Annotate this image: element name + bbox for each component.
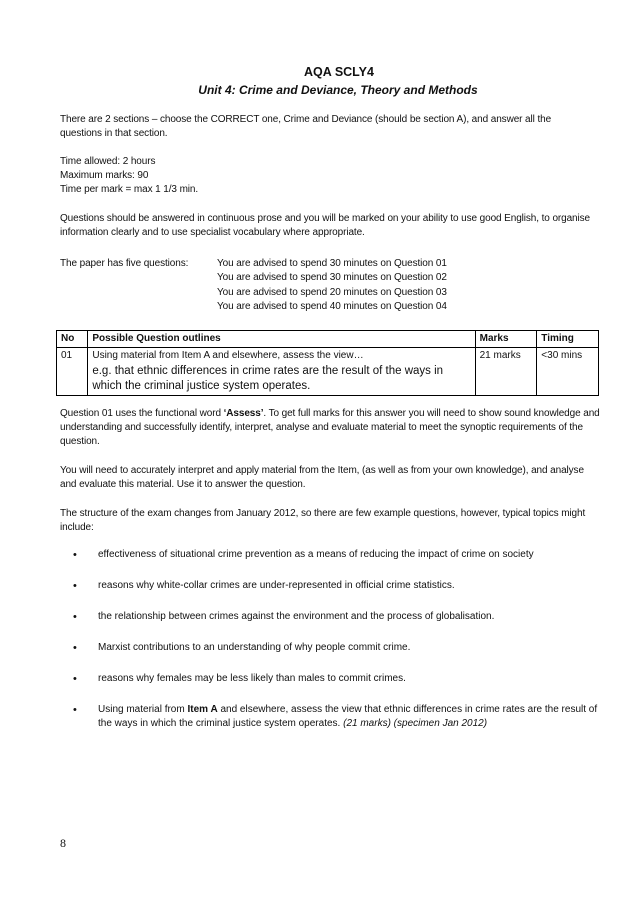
assess-text-post: . To get full marks for this answer you will need to show sound knowledge and understanding and successfully identify, interpret, analyse and evaluate material to meet the synoptic requirements of the question. (60, 408, 600, 447)
bullet-icon: • (73, 611, 77, 623)
cell-timing: <30 mins (537, 348, 599, 396)
list-item (60, 579, 600, 593)
advice-line: You are advised to spend 20 minutes on Question 03 (217, 287, 447, 298)
header-marks: Marks (475, 331, 537, 348)
assess-keyword: ‘Assess’ (223, 408, 264, 419)
advice-line: You are advised to spend 40 minutes on Question 04 (217, 301, 447, 312)
header-outline: Possible Question outlines (88, 331, 475, 348)
paper-questions-label: The paper has five questions: (60, 258, 189, 269)
assess-text-pre: Question 01 uses the functional word (60, 408, 224, 419)
table-header-row (57, 331, 599, 348)
time-per-mark: Time per mark = max 1 1/3 min. (60, 184, 199, 195)
time-allowed: Time allowed: 2 hours (60, 156, 156, 167)
maximum-marks: Maximum marks: 90 (60, 170, 149, 181)
cell-no: 01 (57, 348, 88, 396)
topic-text: reasons why white-collar crimes are under-represented in official crime statistics. (98, 580, 455, 591)
list-item (60, 641, 600, 655)
advice-line: You are advised to spend 30 minutes on Question 01 (217, 258, 447, 269)
page-title: AQA SCLY4 (304, 65, 374, 79)
bullet-icon: • (73, 673, 77, 685)
apply-paragraph: You will need to accurately interpret and apply material from the Item, (as well as from your own knowledge), and analyse and evaluate this material. Use it to answer the question. (60, 465, 584, 490)
list-item (60, 672, 600, 686)
header-no: No (57, 331, 88, 348)
bullet-icon: • (73, 704, 77, 716)
page-subtitle: Unit 4: Crime and Deviance, Theory and Methods (198, 83, 478, 97)
topic-text: the relationship between crimes against the environment and the process of globalisation. (98, 611, 495, 622)
marks-reference: (21 marks) (specimen Jan 2012) (343, 718, 488, 729)
list-item (60, 610, 600, 624)
header-timing: Timing (537, 331, 599, 348)
prose-instruction: Questions should be answered in continuous prose and you will be marked on your ability to use good English, to organise information clearly and to use specialist vocabulary where appropriate. (60, 213, 590, 238)
list-item (60, 548, 600, 562)
assess-paragraph (60, 407, 600, 449)
topic-text: Marxist contributions to an understanding of why people commit crime. (98, 642, 411, 653)
outline-text: Using material from Item A and elsewhere, assess the view… (92, 350, 364, 361)
bullet-icon: • (73, 549, 77, 561)
table-row (57, 348, 599, 396)
item-a-keyword: Item A (187, 704, 218, 715)
sections-instruction: There are 2 sections – choose the CORRECT one, Crime and Deviance (should be section A), and answer all the questions in that section. (60, 114, 552, 139)
topic-text: reasons why females may be less likely than males to commit crimes. (98, 673, 406, 684)
page-number: 8 (60, 836, 66, 850)
topic-text-mid: and elsewhere, assess the view that ethnic differences in crime rates are the result of the ways in which the criminal justice system operates. (98, 704, 598, 729)
bullet-icon: • (73, 580, 77, 592)
cell-marks: 21 marks (475, 348, 537, 396)
outline-example: e.g. that ethnic differences in crime rates are the result of the ways in which the criminal justice system operates. (92, 365, 444, 392)
topic-list (60, 548, 600, 731)
question-outline-table (56, 330, 599, 396)
structure-paragraph: The structure of the exam changes from January 2012, so there are few example questions, however, typical topics might include: (60, 508, 586, 533)
topic-text: effectiveness of situational crime prevention as a means of reducing the impact of crime on society (98, 549, 534, 560)
list-item (60, 703, 600, 731)
topic-text-pre: Using material from (98, 704, 188, 715)
bullet-icon: • (73, 642, 77, 654)
cell-outline (88, 348, 475, 396)
advice-line: You are advised to spend 30 minutes on Question 02 (217, 272, 447, 283)
